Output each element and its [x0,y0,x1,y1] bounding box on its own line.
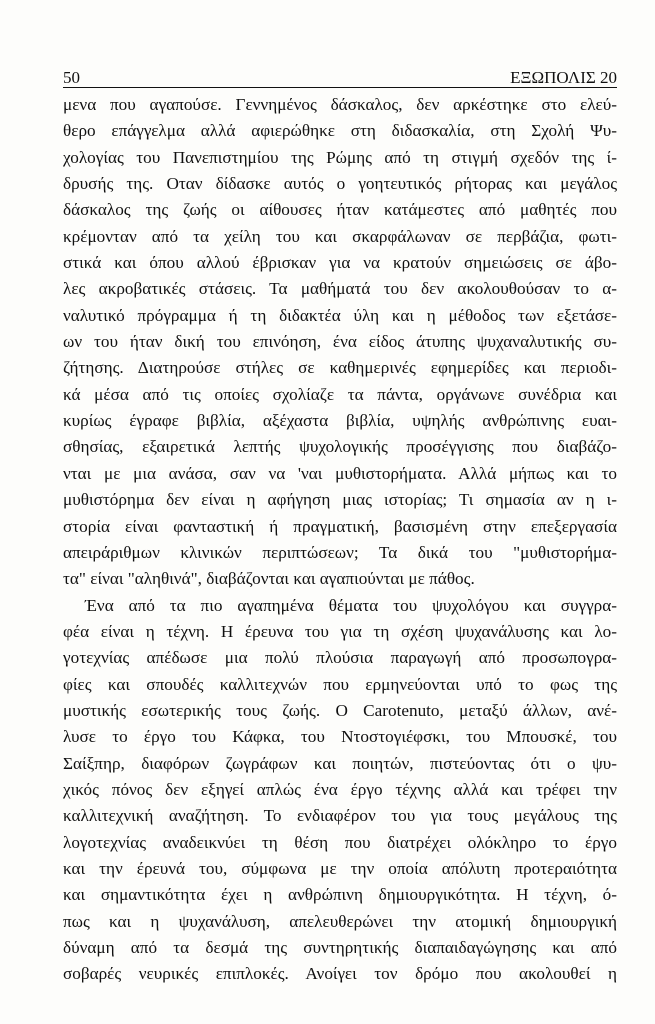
text-line: θερο επάγγελμα αλλά αφιερώθηκε στη διδασκαλία, στη Σχολή Ψυ- [63,121,617,141]
text-line: ων του ήταν δική του επινόηση, ένα είδος άτυπης ψυχαναλυτικής συ- [63,332,617,352]
text-line: δάσκαλος της ζωής οι αίθουσες ήταν κατάμεστες από μαθητές που [63,200,617,220]
text-line: καλλιτεχνική αναζήτηση. Το ενδιαφέρον του για τους μεγάλους της [63,806,617,826]
text-line: κά μέσα από τις οποίες σχολίαζε τα πάντα, οργάνωνε συνέδρια και [63,384,617,404]
text-line: ναλυτικό πρόγραμμα ή τη διδακτέα ύλη και η μέθοδος των εξετάσε- [63,305,617,325]
header-rule [63,87,617,88]
text-line: μενα που αγαπούσε. Γεννημένος δάσκαλος, δεν αρκέστηκε στο ελεύ- [63,95,617,114]
text-line: πως και η ψυχανάλυση, απελευθερώνει την ατομική δημιουργική [63,911,617,931]
text-line: λυσε το έργο του Κάφκα, του Ντοστογιέφσκι, του Μπουσκέ, του [63,727,617,747]
paragraph-1 [63,92,617,593]
text-line: χικός πόνος δεν εξηγεί απλώς ένα έργο τέχνης αλλά και τρέφει την [63,779,617,799]
text-line: στορία είναι φανταστική ή πραγματική, βασισμένη στην επεξεργασία [63,516,617,536]
page-number: 50 [63,68,80,87]
text-line: φέα είναι η τέχνη. Η έρευνα του για τη σχέση ψυχανάλυσης και λο- [63,621,617,641]
text-line: Σαίξπηρ, διαφόρων ζωγράφων και ποιητών, πιστεύοντας ότι ο ψυ- [63,753,617,773]
text-line: και την έρευνά του, σύμφωνα με την οποία απόλυτη προτεραιότητα [63,858,617,878]
text-line: και σημαντικότητα έχει η ανθρώπινη δημιουργικότητα. Η τέχνη, ό- [63,885,617,905]
text-line: τα" είναι "αληθινά", διαβάζονται και αγαπιούνται με πάθος. [63,569,475,589]
running-title: ΕΞΩΠΟΛΙΣ 20 [510,68,617,87]
text-line: κυρίως έγραφε βιβλία, αξέχαστα βιβλία, υψηλής ανθρώπινης ευαι- [63,411,617,431]
text-line: ζήτησης. Διατηρούσε στήλες σε καθημερινές εφημερίδες και περιοδι- [63,358,617,378]
paragraph-2 [63,593,617,988]
body-text [63,92,617,988]
text-line: δύναμη από τα δεσμά της συντηρητικής διαπαιδαγώγησης και από [63,938,617,957]
text-line: κρέμονταν από τα χείλη του και σκαρφάλωναν σε περβάζια, φωτι- [63,226,617,246]
text-line: μυθιστόρημα δεν είναι η αφήγηση μιας ιστορίας; Τι σημασία αν η ι- [63,490,617,510]
text-line: στικά και όπου αλλού έβρισκαν για να κρατούν σημειώσεις σε άβο- [63,253,617,273]
text-line: χολογίας του Πανεπιστημίου της Ρώμης από τη στιγμή σχεδόν της ί- [63,147,617,167]
text-line: απειράριθμων κλινικών περιπτώσεων; Τα δικά του "μυθιστορήμα- [63,542,617,562]
text-line: δρυσής της. Οταν δίδασκε αυτός ο γοητευτικός ρήτορας και μεγάλος [63,174,617,194]
text-line: λες ακροβατικές στάσεις. Τα μαθήματά του δεν ακολουθούσαν το α- [63,279,617,299]
text-line: σοβαρές νευρικές επιπλοκές. Ανοίγει τον δρόμο που ακολουθεί η [63,964,617,984]
text-line: λογοτεχνίας αναδεικνύει τη θέση που διατρέχει ολόκληρο το έργο [63,832,617,852]
text-line: Ένα από τα πιο αγαπημένα θέματα του ψυχολόγου και συγγρα- [85,595,617,615]
text-line: μυστικής εσωτερικής τους ζωής. Ο Carotenuto, μεταξύ άλλων, ανέ- [63,700,617,720]
text-line: γοτεχνίας απέδωσε μια πολύ πλούσια παραγωγή από προσωπογρα- [63,648,617,668]
text-line: νται με μια ανάσα, σαν να 'ναι μυθιστορήματα. Αλλά μήπως και το [63,463,617,483]
running-header [63,64,617,88]
text-line: φίες και σπουδές καλλιτεχνών που ερμηνεύονται υπό το φως της [63,674,617,694]
text-line: σθησίας, εξαιρετικά λεπτής ψυχολογικής προσέγγισης που διαβάζο- [63,437,617,457]
